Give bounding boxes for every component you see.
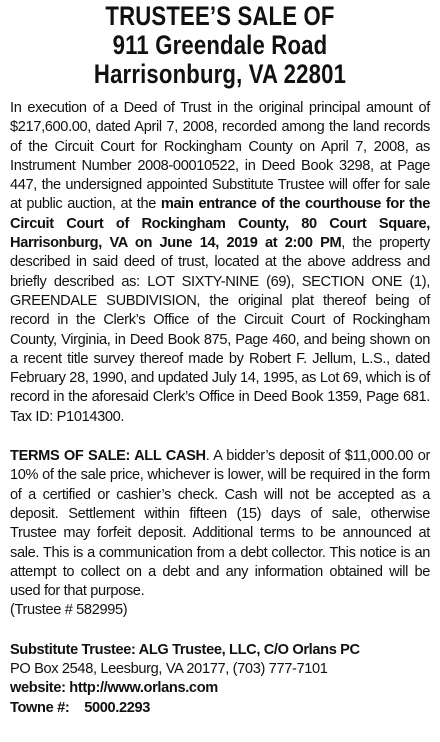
title-line-3: Harrisonburg, VA 22801 — [93, 59, 347, 89]
towne-number: 5000.2293 — [84, 699, 151, 716]
title-line-1: TRUSTEE’S SALE OF — [105, 1, 335, 31]
website-line: website: http://www.orlans.com — [10, 680, 218, 697]
sale-description-text-a: In execution of a Deed of Trust in the original principal amount of $217,600.00, dated April 7, 2008, recorded among the land records of the Circuit Court for Rockingham County on April 7, 2008, as Instrument Number 2008-00010522, in Deed Book 3298, at Page 447, the undersigned appointed Substitute Trustee will offer for sale at public auction, at the — [10, 100, 430, 213]
terms-paragraph — [10, 447, 430, 621]
sale-location-datetime: main entrance of the courthouse for the Circuit Court of Rockingham County, 80 Court Square, Harrisonburg, VA on June 14, 2019 at 2:00 PM — [10, 196, 431, 252]
notice-title — [48, 0, 392, 89]
trustee-address: PO Box 2548, Leesburg, VA 20177, (703) 777-7101 — [10, 661, 328, 678]
trustee-reference: (Trustee # 582995) — [10, 602, 128, 619]
terms-heading: TERMS OF SALE: ALL CASH — [10, 448, 206, 465]
substitute-trustee: Substitute Trustee: ALG Trustee, LLC, C/O Orlans PC — [10, 641, 360, 658]
title-line-2: 911 Greendale Road — [112, 30, 328, 60]
sale-description-paragraph — [10, 99, 430, 427]
contact-footer — [10, 641, 430, 718]
sale-description-text-b: , the property described in said deed of trust, located at the above address and briefly described as: LOT SIXTY-NINE (69), SECTION ONE (1), GREENDALE SUBDIVISION, the original plat thereof being of record in the Clerk’s Office of the Circuit Court of Rockingham County, Virginia, in Deed Book 875, Page 460, and being shown on a recent title survey thereof made by Robert F. Jellum, L.S., dated February 28, 1990, and updated July 14, 1995, as Lot 69, which is of record in the aforesaid Clerk’s Office in Deed Book 1359, Page 681. Tax ID: P1014300. — [10, 235, 430, 425]
towne-label: Towne #: — [10, 699, 70, 716]
terms-text: . A bidder’s deposit of $11,000.00 or 10% of the sale price, whichever is lower, will be required in the form of a certified or cashier’s check. Cash will not be accepted as a deposit. Settlement within fifteen (15) days of sale, otherwise Trustee may forfeit deposit. Additional terms to be announced at sale. This is a communication from a debt collector. This notice is an attempt to collect on a debt and any information obtained will be used for that purpose. — [10, 448, 430, 600]
